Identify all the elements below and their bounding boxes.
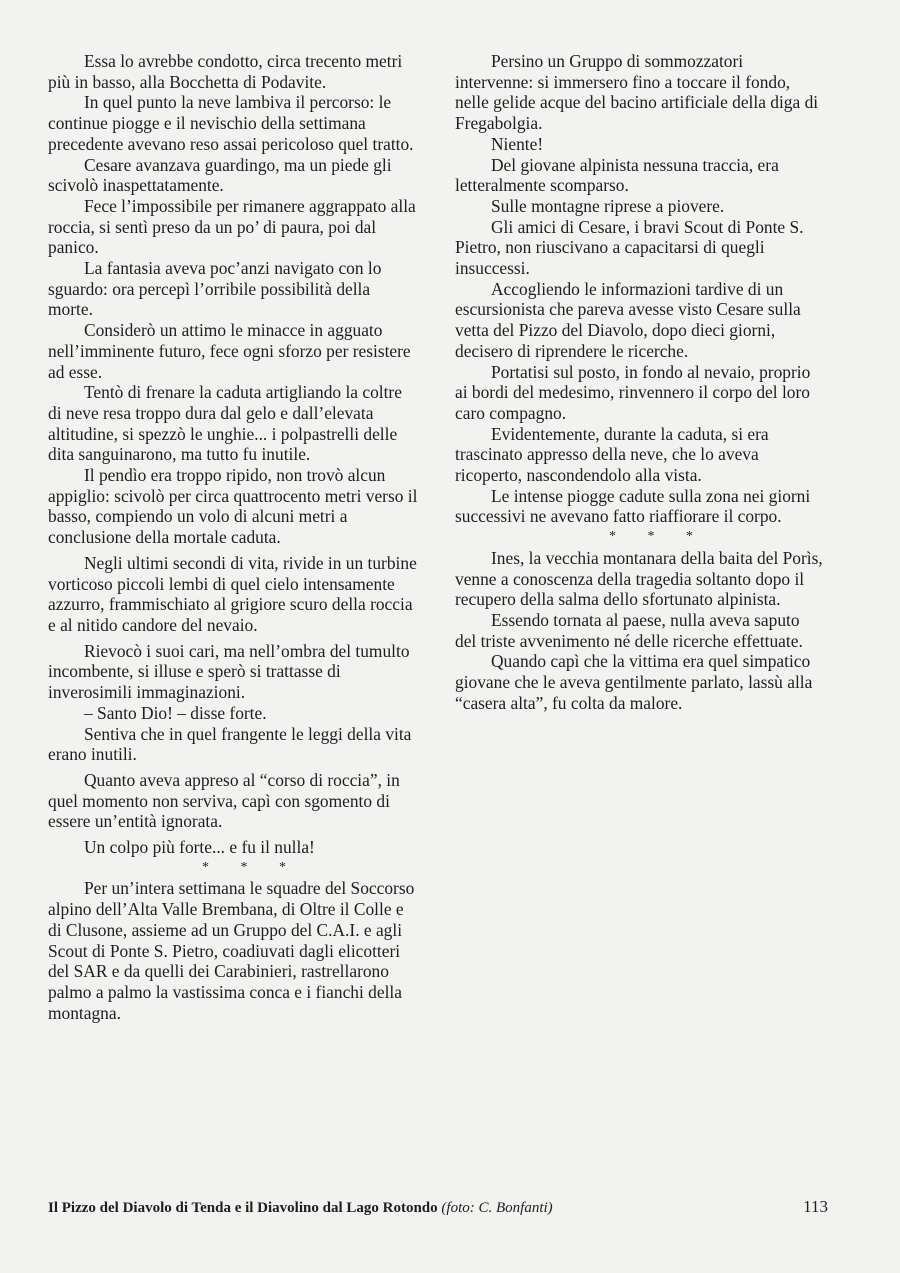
paragraph: Accogliendo le informazioni tardive di un escursionista che pareva avesse visto Cesare sulla vetta del Pizzo del Diavolo, dopo dieci giorni, decisero di riprendere le ricerche.	[455, 278, 801, 361]
caption-credit: (foto: C. Bonfanti)	[441, 1200, 553, 1216]
page-number: 113	[803, 1197, 828, 1216]
paragraph: Negli ultimi secondi di vita, rivide in un turbine vorticoso piccoli lembi di quel cielo intensamente azzurro, frammischiato al grigiore scuro della roccia e al nitido candore del nevaio.	[48, 552, 417, 635]
paragraph: Fece l’impossibile per rimanere aggrappato alla roccia, si sentì preso da un po’ di paura, poi dal panico.	[48, 195, 416, 258]
paragraph: Niente!	[491, 133, 544, 154]
paragraph: Gli amici di Cesare, i bravi Scout di Ponte S. Pietro, non riuscivano a capacitarsi di quegli insuccessi.	[455, 216, 804, 279]
paragraph: La fantasia aveva poc’anzi navigato con lo sguardo: ora percepì l’orribile possibilità della morte.	[48, 258, 382, 320]
paragraph: Evidentemente, durante la caduta, si era trascinato appresso della neve, che lo aveva ricoperto, nascondendolo alla vista.	[455, 423, 769, 486]
caption-title: Il Pizzo del Diavolo di Tenda e il Diavolino dal Lago Rotondo	[48, 1200, 438, 1216]
paragraph: Ines, la vecchia montanara della baita del Porìs, venne a conoscenza della tragedia soltanto dopo il recupero della salma dello sfortunato alpinista.	[455, 547, 823, 610]
paragraph: In quel punto la neve lambiva il percorso: le continue piogge e il nevischio della settimana precedente avevano reso assai pericoloso quel tratto.	[48, 92, 414, 154]
left-column	[48, 51, 418, 1023]
paragraph: Tentò di frenare la caduta artigliando la coltre di neve resa troppo dura dal gelo e dall’elevata altitudine, si spezzò le unghie... i polpastrelli delle dita sanguinarono, ma tutto fu inutile.	[48, 382, 402, 465]
right-column	[455, 51, 825, 714]
paragraph: Cesare avanzava guardingo, ma un piede gli scivolò inaspettatamente.	[48, 154, 392, 196]
paragraph: Un colpo più forte... e fu il nulla!	[84, 837, 315, 858]
paragraph: Le intense piogge cadute sulla zona nei giorni successivi ne avevano fatto riaffiorare il corpo.	[455, 485, 811, 527]
paragraph: Portatisi sul posto, in fondo al nevaio, proprio ai bordi del medesimo, rinvennero il corpo del loro caro compagno.	[455, 361, 811, 423]
paragraph: Essendo tornata al paese, nulla aveva saputo del triste avvenimento né delle ricerche effettuate.	[455, 609, 803, 651]
paragraph: Sentiva che in quel frangente le leggi della vita erano inutili.	[48, 723, 412, 765]
paragraph: Considerò un attimo le minacce in agguato nell’imminente futuro, fece ogni sforzo per resistere ad esse.	[48, 320, 411, 382]
paragraph: Quanto aveva appreso al “corso di roccia”, in quel momento non serviva, capì con sgomento di essere un’entità ignorata.	[48, 769, 400, 832]
paragraph: Sulle montagne riprese a piovere.	[491, 195, 725, 216]
paragraph: Il pendìo era troppo ripido, non trovò alcun appiglio: scivolò per circa quattrocento metri verso il basso, compiendo un volo di alcuni metri a conclusione della mortale caduta.	[48, 465, 418, 548]
paragraph: Essa lo avrebbe condotto, circa trecento metri più in basso, alla Bocchetta di Podavite.	[48, 51, 403, 92]
section-separator: * * *	[609, 529, 707, 545]
paragraph: Rievocò i suoi cari, ma nell’ombra del tumulto incombente, si illuse e sperò si trattasse di inverosimili immaginazioni.	[48, 640, 410, 703]
paragraph: Quando capì che la vittima era quel simpatico giovane che le aveva gentilmente parlato, lassù alla “casera alta”, fu colta da malore.	[455, 651, 813, 713]
paragraph: Del giovane alpinista nessuna traccia, era letteralmente scomparso.	[455, 154, 779, 196]
paragraph: Per un’intera settimana le squadre del Soccorso alpino dell’Alta Valle Brembana, di Oltre il Colle e di Clusone, assieme ad un Gruppo del C.A.I. e agli Scout di Ponte S. Pietro, coadiuvati dagli elicotteri del SAR e da quelli dei Carabinieri, rastrellarono palmo a palmo la vastissima conca e i fianchi della montagna.	[48, 878, 415, 1023]
paragraph: Persino un Gruppo di sommozzatori intervenne: si immersero fino a toccare il fondo, nelle gelide acque del bacino artificiale della diga di Fregabolgia.	[455, 51, 819, 134]
section-separator: * * *	[202, 859, 300, 875]
photo-caption	[48, 1199, 553, 1217]
dialogue-line: – Santo Dio! – disse forte.	[84, 702, 267, 723]
